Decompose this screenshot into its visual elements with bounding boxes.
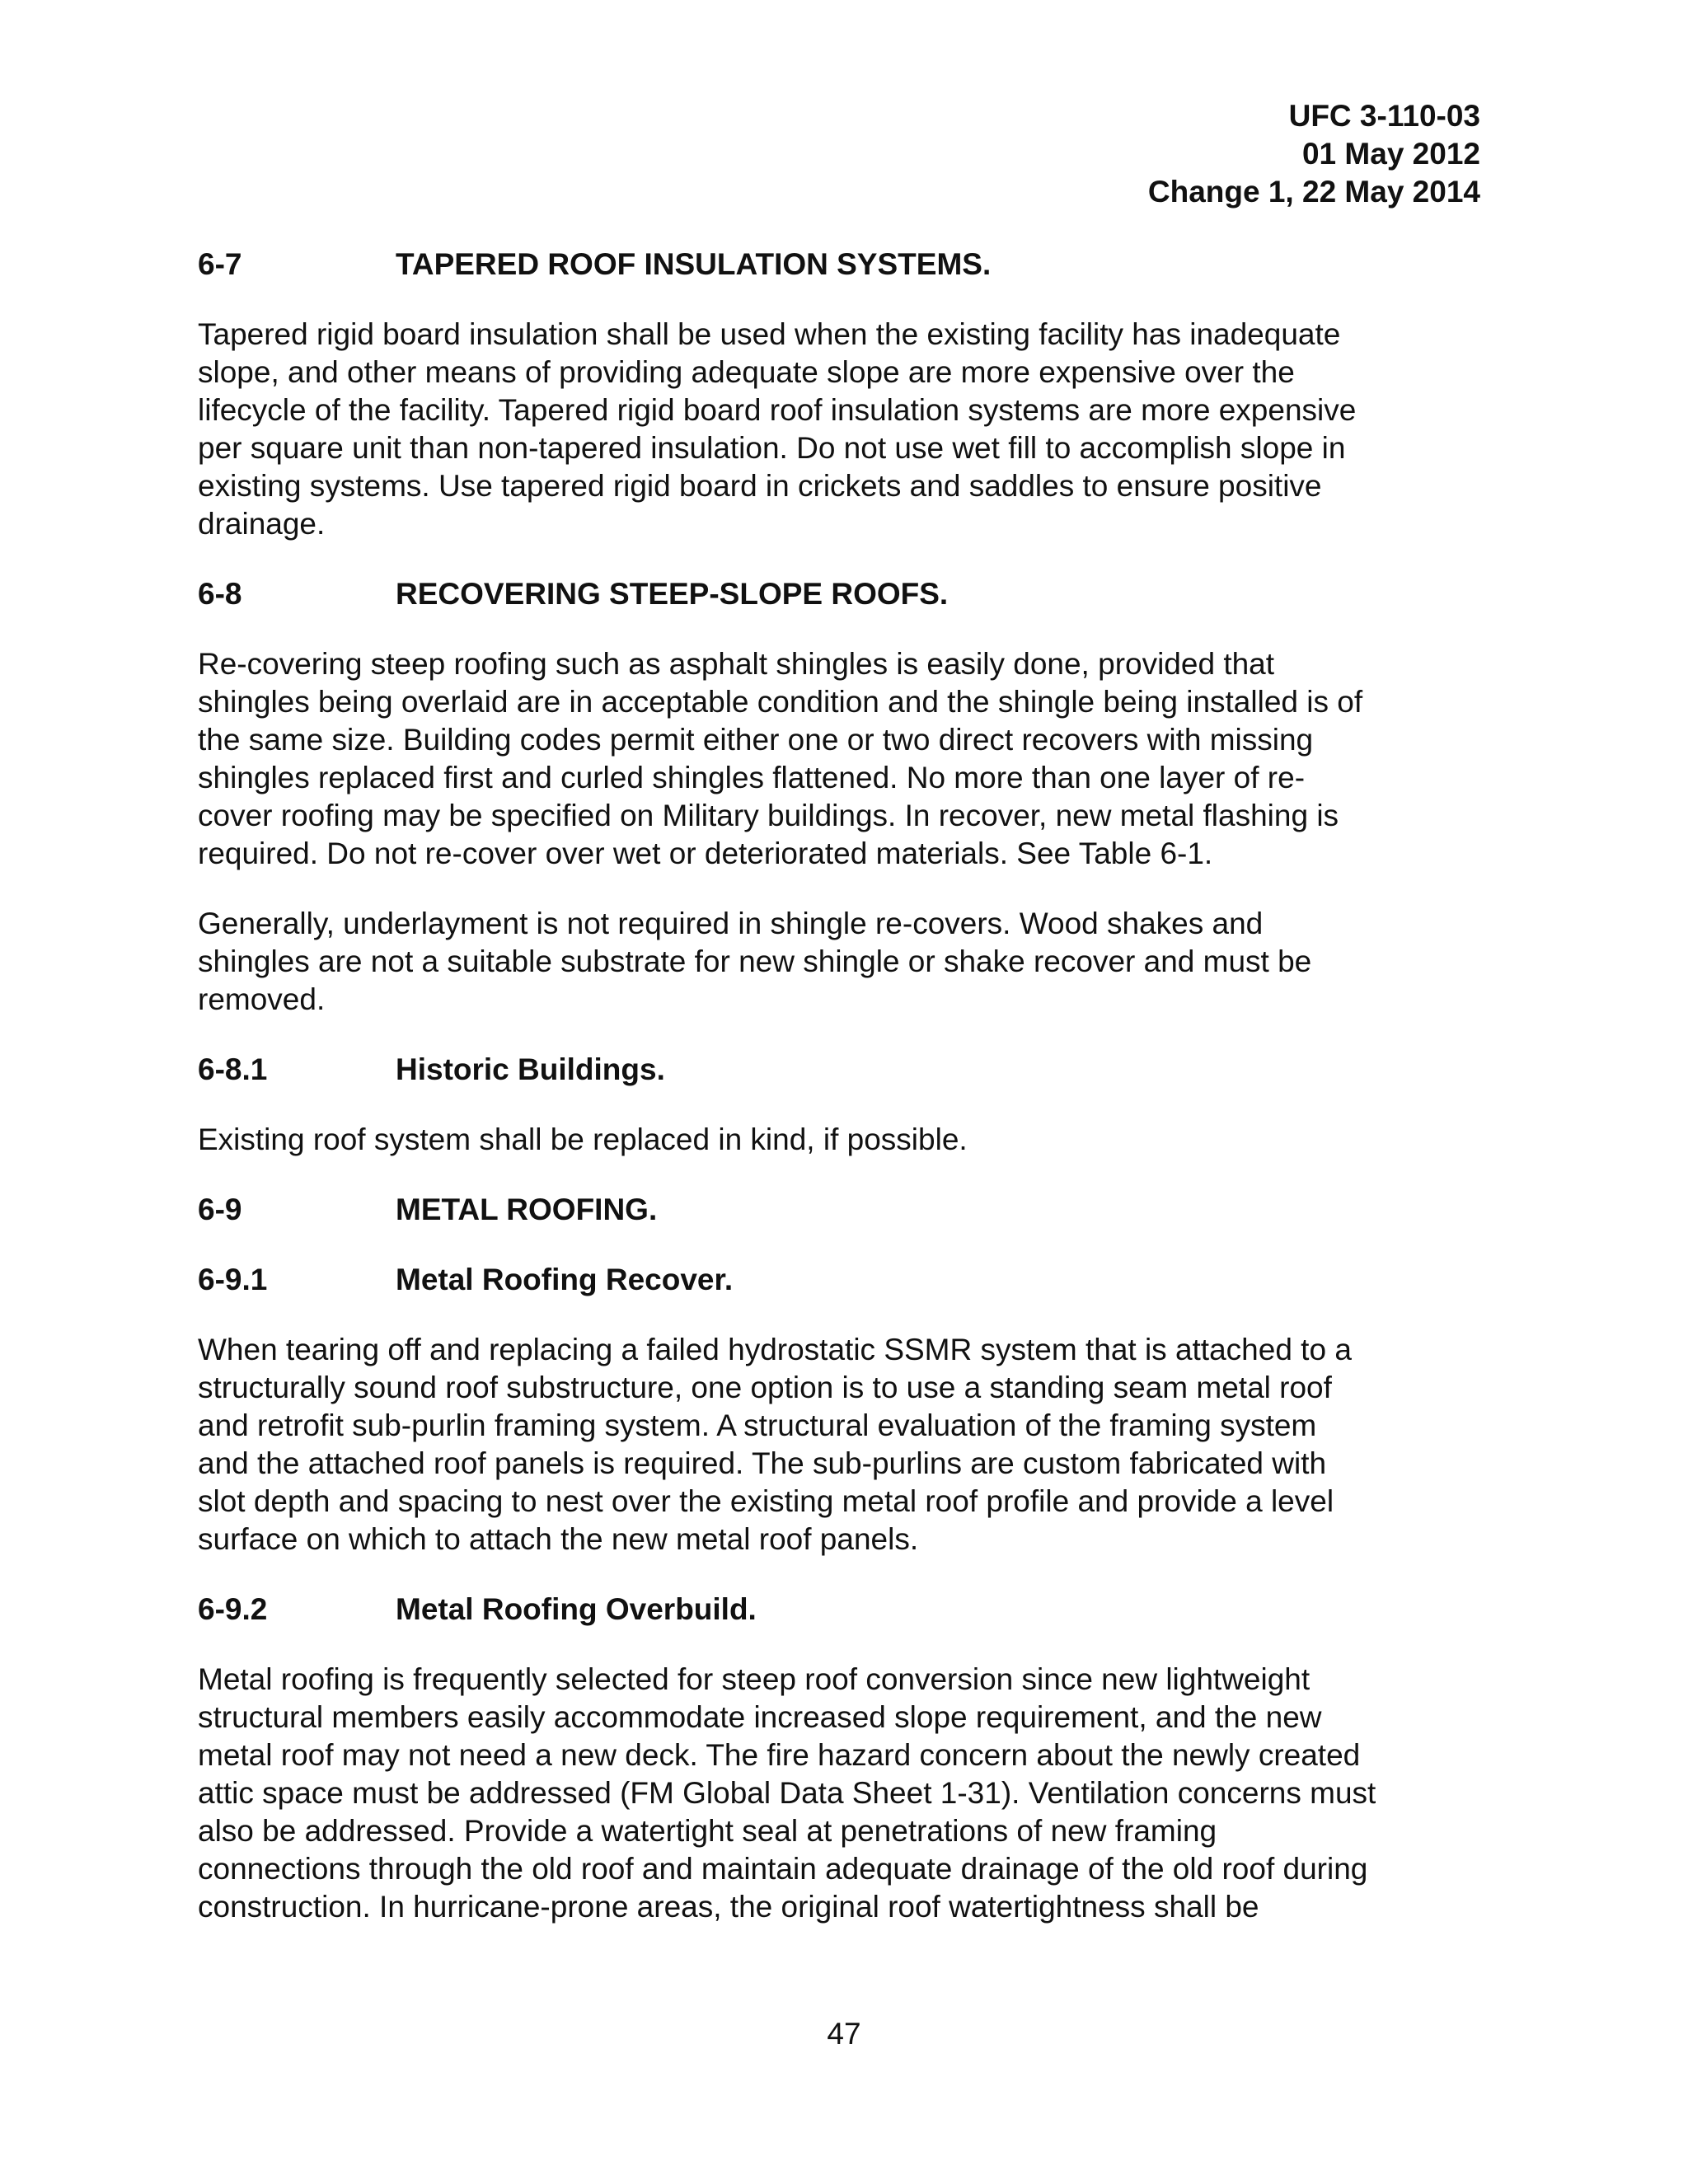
paragraph-historic-buildings <box>198 1121 1492 1159</box>
text-line: also be addressed. Provide a watertight seal at penetrations of new framing <box>198 1814 1217 1848</box>
text-line: Existing roof system shall be replaced in kind, if possible. <box>198 1122 968 1156</box>
text-line: Metal roofing is frequently selected for steep roof conversion since new lightweight <box>198 1662 1311 1696</box>
paragraph-recovering-steep-slope <box>198 645 1492 873</box>
text-line: shingles being overlaid are in acceptable condition and the shingle being installed is of <box>198 685 1363 719</box>
page-content <box>198 246 1492 1958</box>
section-heading-6-9-2 <box>198 1591 1492 1629</box>
section-heading-6-8 <box>198 575 1492 613</box>
text-line: removed. <box>198 982 326 1016</box>
paragraph-tapered-insulation <box>198 316 1492 543</box>
section-number: 6-8.1 <box>198 1052 268 1086</box>
section-heading-6-7 <box>198 246 1492 284</box>
text-line: structural members easily accommodate increased slope requirement, and the new <box>198 1700 1322 1734</box>
text-line: per square unit than non-tapered insulation. Do not use wet fill to accomplish slope in <box>198 431 1346 465</box>
text-line: structurally sound roof substructure, one option is to use a standing seam metal roof <box>198 1371 1332 1404</box>
text-line: metal roof may not need a new deck. The fire hazard concern about the newly created <box>198 1738 1361 1772</box>
section-title: Metal Roofing Overbuild. <box>396 1592 757 1626</box>
section-number: 6-9.2 <box>198 1592 268 1626</box>
section-heading-6-9 <box>198 1191 1492 1229</box>
section-title: Metal Roofing Recover. <box>396 1263 734 1296</box>
text-line: Tapered rigid board insulation shall be used when the existing facility has inadequate <box>198 317 1341 351</box>
section-number: 6-9 <box>198 1193 242 1226</box>
text-line: Generally, underlayment is not required in shingle re-covers. Wood shakes and <box>198 907 1264 940</box>
text-line: surface on which to attach the new metal roof panels. <box>198 1522 919 1556</box>
section-number: 6-9.1 <box>198 1263 268 1296</box>
document-date: 01 May 2012 <box>1301 137 1480 171</box>
paragraph-metal-roofing-recover <box>198 1331 1492 1558</box>
section-number: 6-7 <box>198 247 242 281</box>
text-line: connections through the old roof and maintain adequate drainage of the old roof during <box>198 1852 1368 1886</box>
section-heading-6-8-1 <box>198 1051 1492 1089</box>
text-line: attic space must be addressed (FM Global Data Sheet 1-31). Ventilation concerns must <box>198 1776 1376 1810</box>
text-line: shingles are not a suitable substrate for new shingle or shake recover and must be <box>198 944 1312 978</box>
page-number: 47 <box>827 2017 861 2050</box>
text-line: the same size. Building codes permit either one or two direct recovers with missing <box>198 723 1314 757</box>
text-line: Re-covering steep roofing such as asphalt shingles is easily done, provided that <box>198 647 1275 681</box>
text-line: cover roofing may be specified on Military buildings. In recover, new metal flashing is <box>198 799 1339 832</box>
text-line: construction. In hurricane-prone areas, the original roof watertightness shall be <box>198 1890 1259 1924</box>
paragraph-metal-roofing-overbuild <box>198 1661 1492 1926</box>
section-title: RECOVERING STEEP-SLOPE ROOFS. <box>396 577 949 611</box>
paragraph-underlayment <box>198 905 1492 1019</box>
text-line: slot depth and spacing to nest over the existing metal roof profile and provide a level <box>198 1484 1334 1518</box>
section-heading-6-9-1 <box>198 1261 1492 1299</box>
text-line: lifecycle of the facility. Tapered rigid board roof insulation systems are more expensive <box>198 393 1357 427</box>
text-line: existing systems. Use tapered rigid board in crickets and saddles to ensure positive <box>198 469 1322 503</box>
section-title: TAPERED ROOF INSULATION SYSTEMS. <box>396 247 992 281</box>
document-header <box>1148 97 1480 211</box>
section-title: Historic Buildings. <box>396 1052 665 1086</box>
section-title: METAL ROOFING. <box>396 1193 658 1226</box>
document-id: UFC 3-110-03 <box>1288 99 1480 133</box>
text-line: drainage. <box>198 507 326 541</box>
text-line: and retrofit sub-purlin framing system. A structural evaluation of the framing system <box>198 1408 1317 1442</box>
text-line: When tearing off and replacing a failed hydrostatic SSMR system that is attached to a <box>198 1333 1352 1366</box>
text-line: and the attached roof panels is required. The sub-purlins are custom fabricated with <box>198 1446 1327 1480</box>
text-line: slope, and other means of providing adequate slope are more expensive over the <box>198 355 1295 389</box>
text-line: shingles replaced first and curled shingles flattened. No more than one layer of re- <box>198 761 1306 794</box>
section-number: 6-8 <box>198 577 242 611</box>
document-change: Change 1, 22 May 2014 <box>1147 175 1480 209</box>
text-line: required. Do not re-cover over wet or deteriorated materials. See Table 6-1. <box>198 837 1213 870</box>
